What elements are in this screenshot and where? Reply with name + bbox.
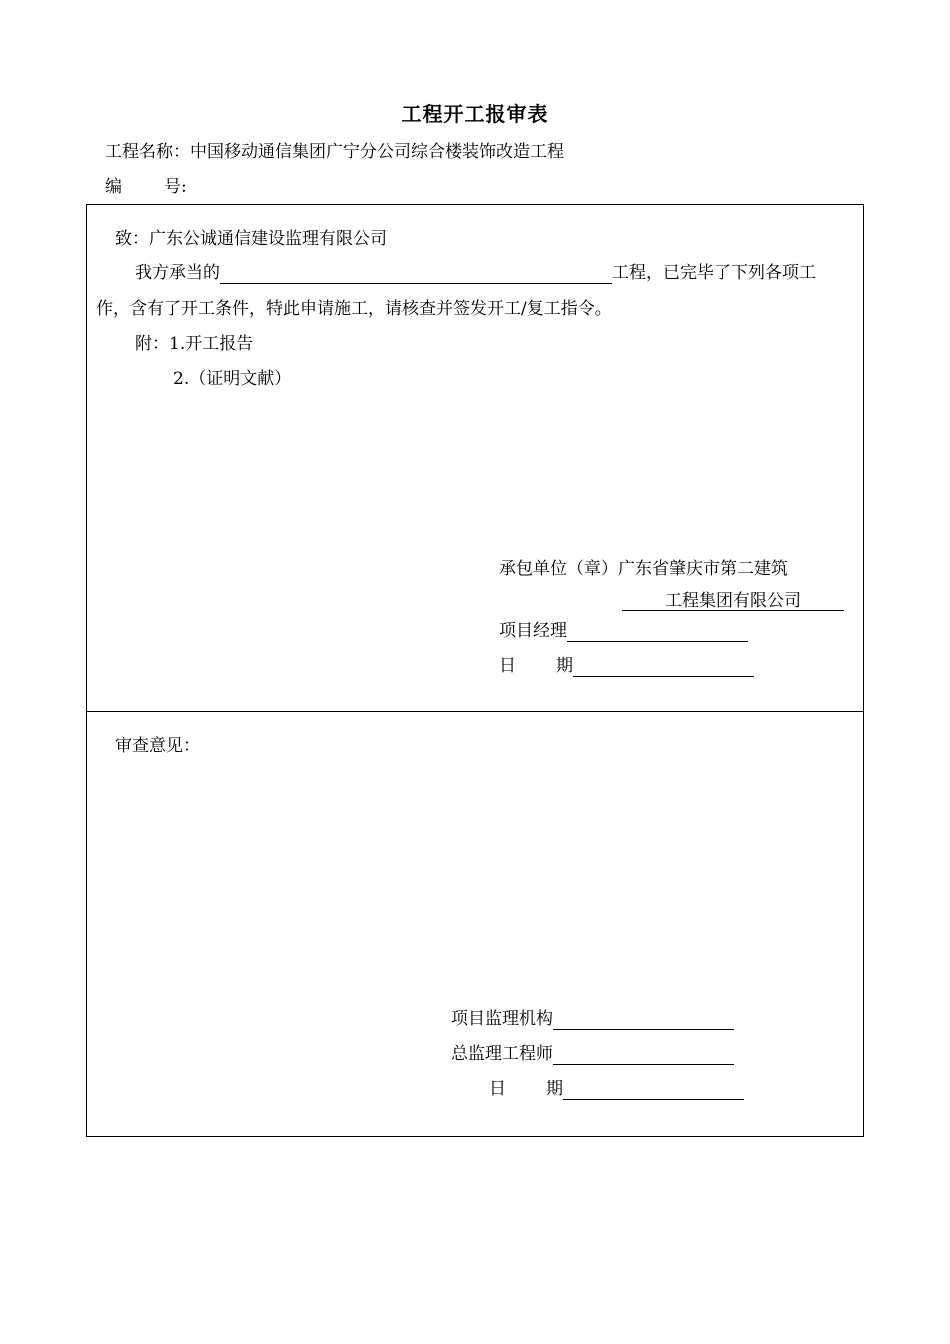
number-label-part1: 编 <box>105 177 122 197</box>
chief-supervisor-label: 总监理工程师 <box>451 1044 553 1064</box>
body-start-text: 我方承当的 <box>135 263 220 283</box>
form-title: 工程开工报审表 <box>401 102 549 126</box>
number-row <box>105 172 187 197</box>
review-date-field[interactable] <box>563 1081 744 1100</box>
section-divider <box>87 711 863 712</box>
supervision-org-field[interactable] <box>553 1011 734 1030</box>
project-name-label: 工程名称： <box>105 142 190 162</box>
chief-supervisor-row <box>451 1043 734 1065</box>
number-label-part2: 号: <box>164 177 187 197</box>
project-manager-label: 项目经理 <box>499 621 567 641</box>
body-after-blank-text: 工程，已完毕了下列各项工 <box>612 263 816 283</box>
application-body-line2: 作，含有了开工条件，特此申请施工，请核查并签发开工/复工指令。 <box>96 299 612 319</box>
contractor-label: 承包单位（章）广东省肇庆市第二建筑 <box>499 559 788 579</box>
chief-supervisor-field[interactable] <box>553 1046 734 1065</box>
application-form-box <box>86 204 864 1137</box>
application-body-line1 <box>135 262 816 284</box>
contractor-name-text: 工程集团有限公司 <box>665 591 801 611</box>
application-date-field[interactable] <box>573 658 754 677</box>
supervision-org-row <box>451 1008 734 1030</box>
project-manager-field[interactable] <box>567 623 748 642</box>
supervision-org-label: 项目监理机构 <box>451 1009 553 1029</box>
review-opinion-label: 审查意见： <box>115 736 200 756</box>
date-label-part1: 日 <box>499 656 516 676</box>
project-name-value: 中国移动通信集团广宁分公司综合楼装饰改造工程 <box>190 142 564 162</box>
review-date-label-part2: 期 <box>546 1079 563 1099</box>
contractor-name-line2 <box>622 589 844 611</box>
date-label-part2: 期 <box>556 656 573 676</box>
review-date-label-part1: 日 <box>489 1079 506 1099</box>
project-name-row <box>105 137 564 162</box>
attachment-1: 附：1.开工报告 <box>135 334 254 354</box>
review-date-row <box>489 1078 744 1100</box>
project-manager-row <box>499 620 748 642</box>
addressee-line: 致：广东公诚通信建设监理有限公司 <box>115 229 387 249</box>
project-blank-field[interactable] <box>220 265 612 284</box>
application-date-row <box>499 655 754 677</box>
attachment-2: 2.（证明文献） <box>173 369 292 389</box>
